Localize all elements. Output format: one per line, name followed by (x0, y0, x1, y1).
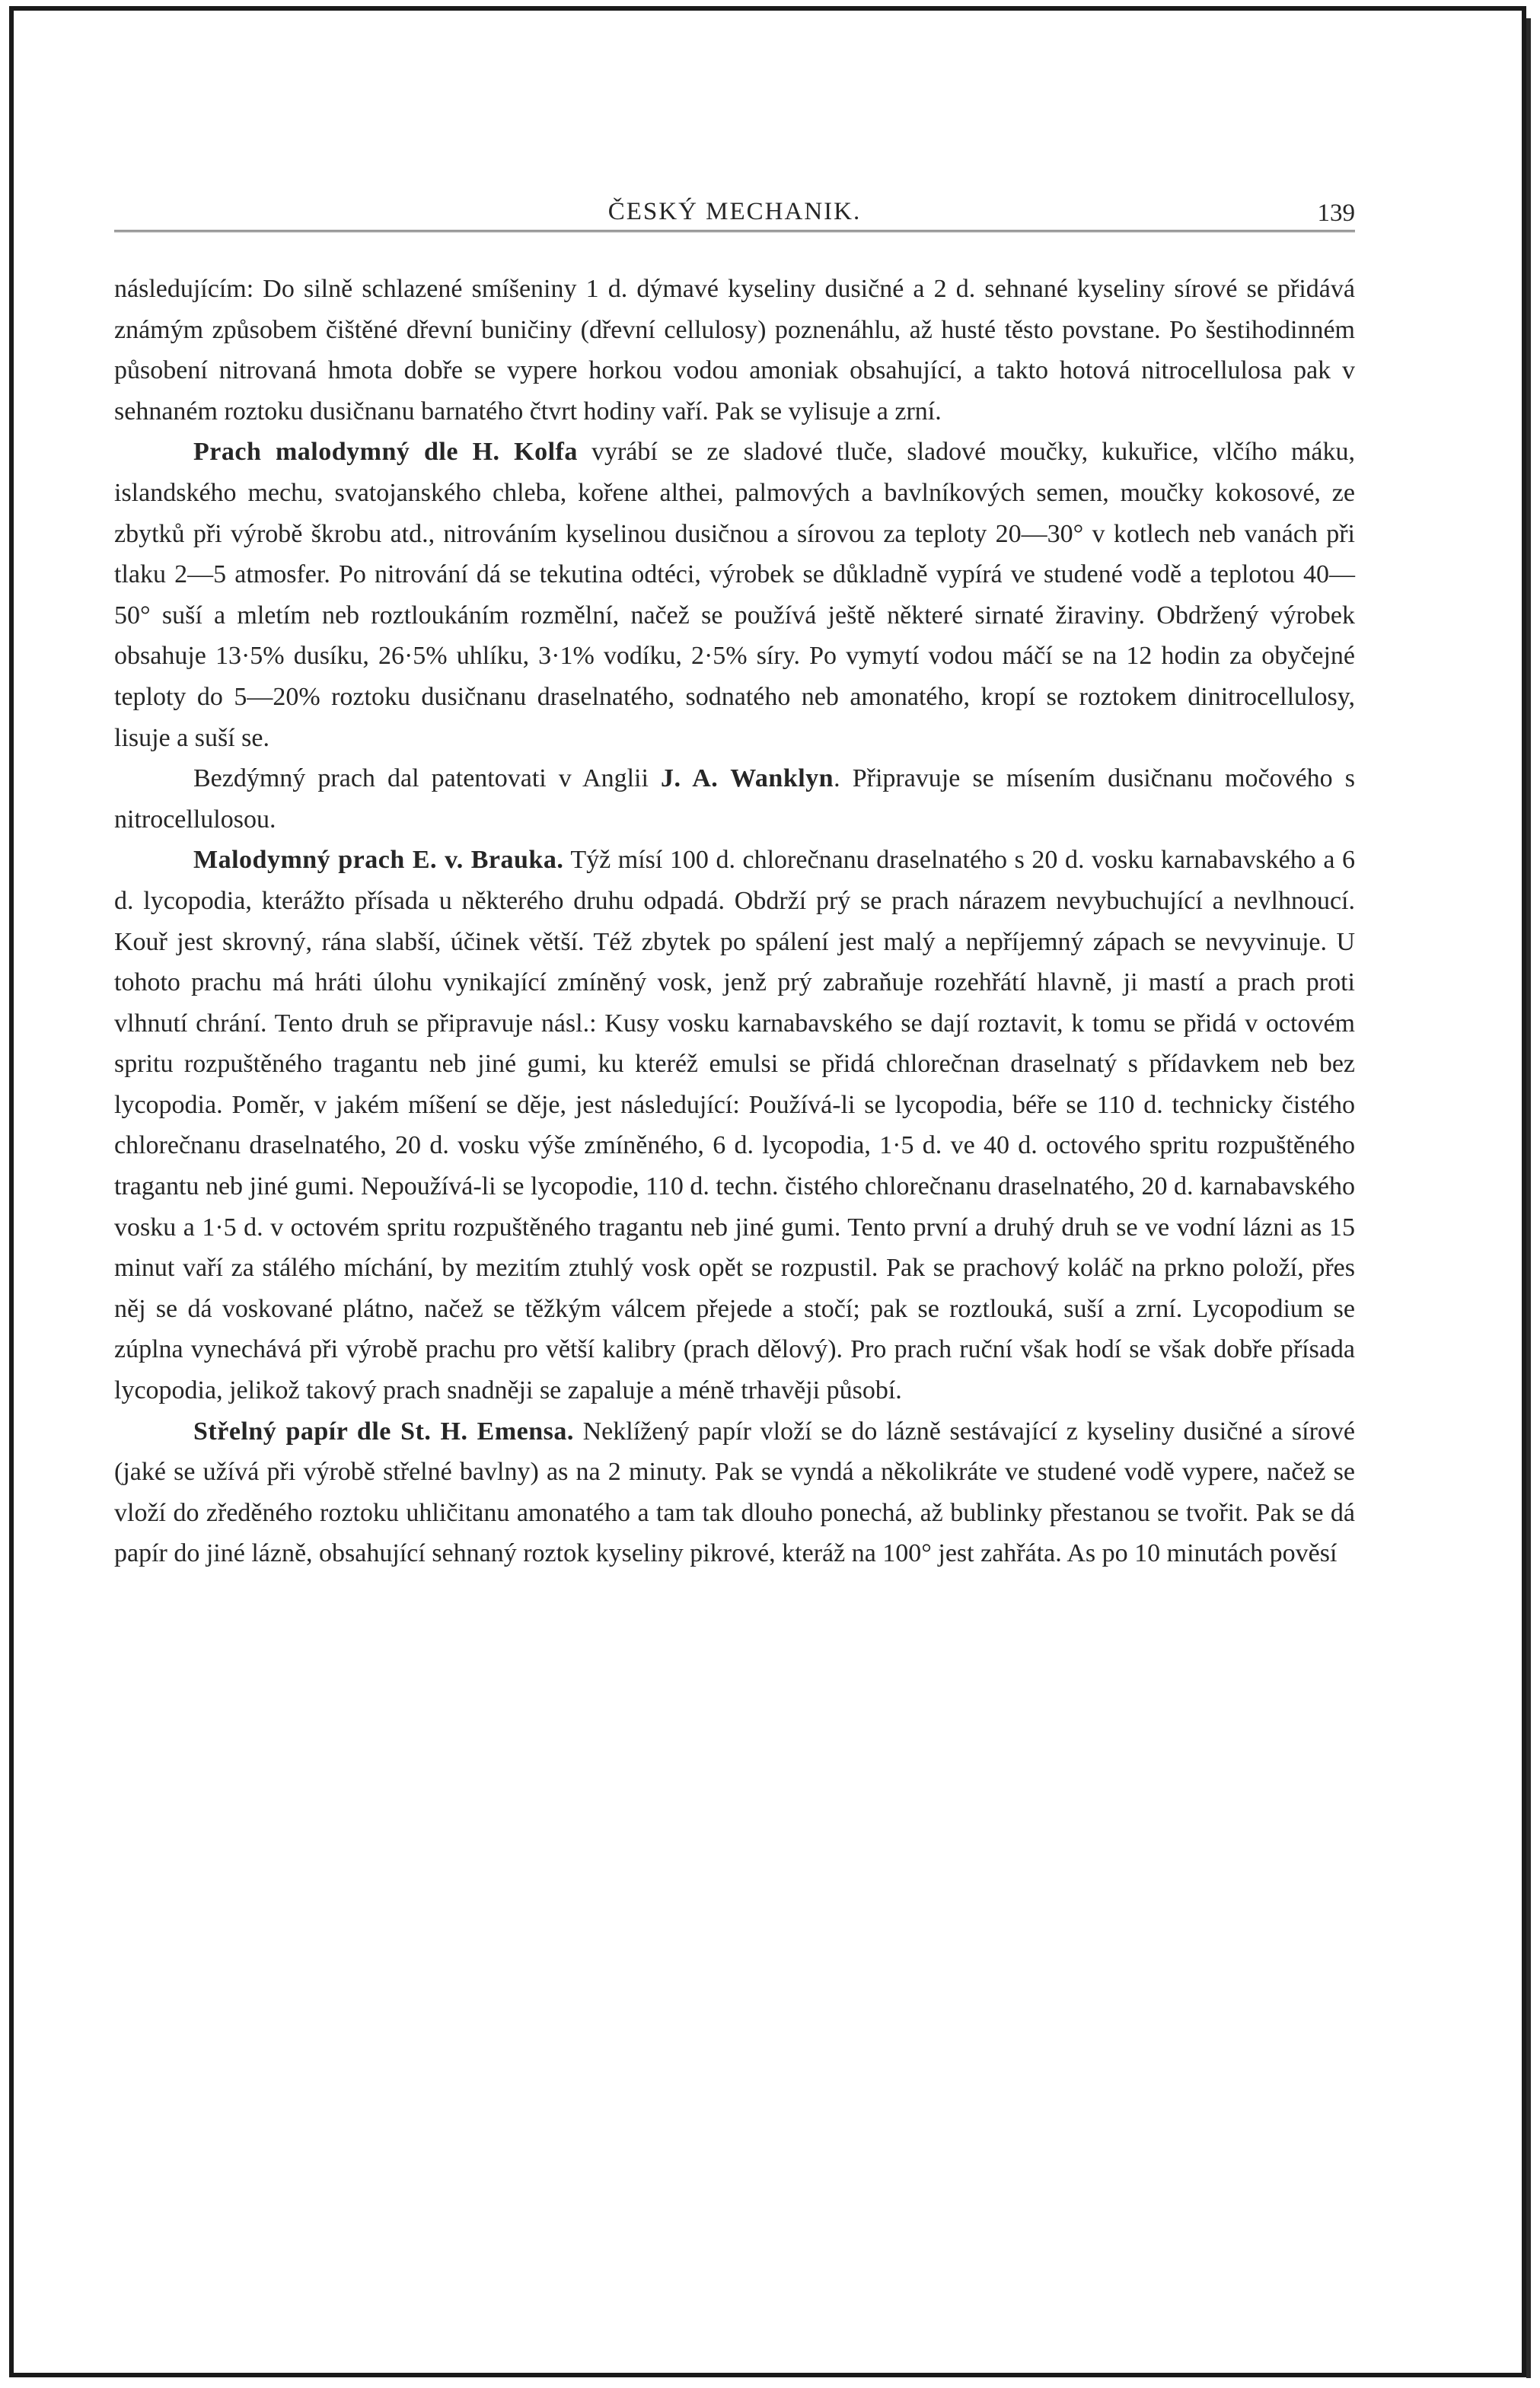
paragraph-kolf-powder: Prach malodymný dle H. Kolfa vyrábí se ze sladové tluče, sladové moučky, kukuřice, vlčího máku, islandského mechu, svatojanského chleba, kořene althei, palmových a bavlníkových semen, moučky kokosové, ze zbytků při výrobě škrobu atd., nitrováním kyselinou dusičnou a sírovou za teploty 20—30° v kotlech neb vanách při tlaku 2—5 atmosfer. Po nitrování dá se tekutina odtéci, výrobek se důkladně vypírá ve studené vodě a teplotou 40—50° suší a mletím neb roztloukáním rozmělní, načež se používá ještě některé sirnaté žiraviny. Obdržený výrobek obsahuje 13·5% dusíku, 26·5% uhlíku, 3·1% vodíku, 2·5% síry. Po vymytí vodou máčí se na 12 hodin za obyčejné teploty do 5—20% roztoku dusičnanu draselnatého, sodnatého neb amonatého, kropí se roztokem dinitrocellulosy, lisuje a suší se. (114, 438, 1355, 752)
running-title: ČESKÝ MECHANIK. (607, 198, 862, 225)
document-page (114, 183, 1355, 1574)
paragraph-wanklyn: Bezdýmný prach dal patentovati v Anglii J. A. Wanklyn. Připravuje se mísením dusičnanu močového s nitrocellulosou. (114, 764, 1355, 834)
section-lead-kolf: Prach malodymný dle H. Kolfa (193, 438, 578, 467)
running-head (114, 183, 1355, 232)
paragraph-continuation: následujícím: Do silně schlazené smíšeniny 1 d. dýmavé kyseliny dusičné a 2 d. sehnané kyseliny sírové se přidává známým způsobem čištěné dřevní buničiny (dřevní cellulosy) poznenáhlu, až husté těsto povstane. Po šestihodinném působení nitrovaná hmota dobře se vypere horkou vodou amoniak obsahující, a takto hotová nitrocellulosa pak v sehnaném roztoku dusičnanu barnatého čtvrt hodiny vaří. Pak se vylisuje a zrní. (114, 275, 1355, 426)
section-lead-brauka: Malodymný prach E. v. Brauka. (193, 846, 564, 875)
section-lead-emens: Střelný papír dle St. H. Emensa. (193, 1417, 574, 1446)
paragraph-brauka-powder: Malodymný prach E. v. Brauka. Týž mísí 100 d. chlorečnanu draselnatého s 20 d. vosku karnabavského a 6 d. lycopodia, kterážto přísada u některého druhu odpadá. Obdrží prý se prach nárazem nevybuchující a nevlhnoucí. Kouř jest skrovný, rána slabší, účinek větší. Též zbytek po spálení jest malý a nepříjemný zápach se nevyvinuje. U tohoto prachu má hráti úlohu vynikající zmíněný vosk, jenž prý zabraňuje rozehřátí hlavně, ji mastí a prach proti vlhnutí chrání. Tento druh se připravuje násl.: Kusy vosku karnabavského se dají roztavit, k tomu se přidá v octovém spritu rozpuštěného tragantu neb jiné gumi, ku kteréž emulsi se přidá chlorečnan draselnatý s přídavkem neb bez lycopodia. Poměr, v jakém míšení se děje, jest následující: Používá-li se lycopodia, béře se 110 d. technicky čistého chlorečnanu draselnatého, 20 d. vosku výše zmíněného, 6 d. lycopodia, 1·5 d. ve 40 d. octového spritu rozpuštěného tragantu neb jiné gumi. Nepoužívá-li se lycopodie, 110 d. techn. čistého chlorečnanu draselnatého, 20 d. karnabavského vosku a 1·5 d. v octovém spritu rozpuštěného tragantu neb jiné gumi. Tento první a druhý druh se ve vodní lázni as 15 minut vaří za stálého míchání, by mezitím ztuhlý vosk opět se rozpustil. Pak se prachový koláč na prkno položí, přes něj se dá voskované plátno, načež se těžkým válcem přejede a stočí; pak se roztlouká, suší a zrní. Lycopodium se zúplna vynechává při výrobě prachu pro větší kalibry (prach dělový). Pro prach ruční však hodí se však dobře přísada lycopodia, jelikož takový prach snadněji se zapaluje a méně trhavěji působí. (114, 846, 1355, 1405)
body-text (114, 269, 1355, 1574)
page-number: 139 (1317, 199, 1355, 227)
paragraph-emens-paper: Střelný papír dle St. H. Emensa. Neklížený papír vloží se do lázně sestávající z kyseliny dusičné a sírové (jaké se užívá při výrobě střelné bavlny) as na 2 minuty. Pak se vyndá a několikráte ve studené vodě vypere, načež se vloží do zředěného roztoku uhličitanu amonatého a tam tak dlouho ponechá, až bublinky přestanou se tvořit. Pak se dá papír do jiné lázně, obsahující sehnaný roztok kyseliny pikrové, kteráž na 100° jest zahřáta. As po 10 minutách pověsí (114, 1417, 1355, 1568)
name-wanklyn: J. A. Wanklyn (661, 764, 834, 793)
